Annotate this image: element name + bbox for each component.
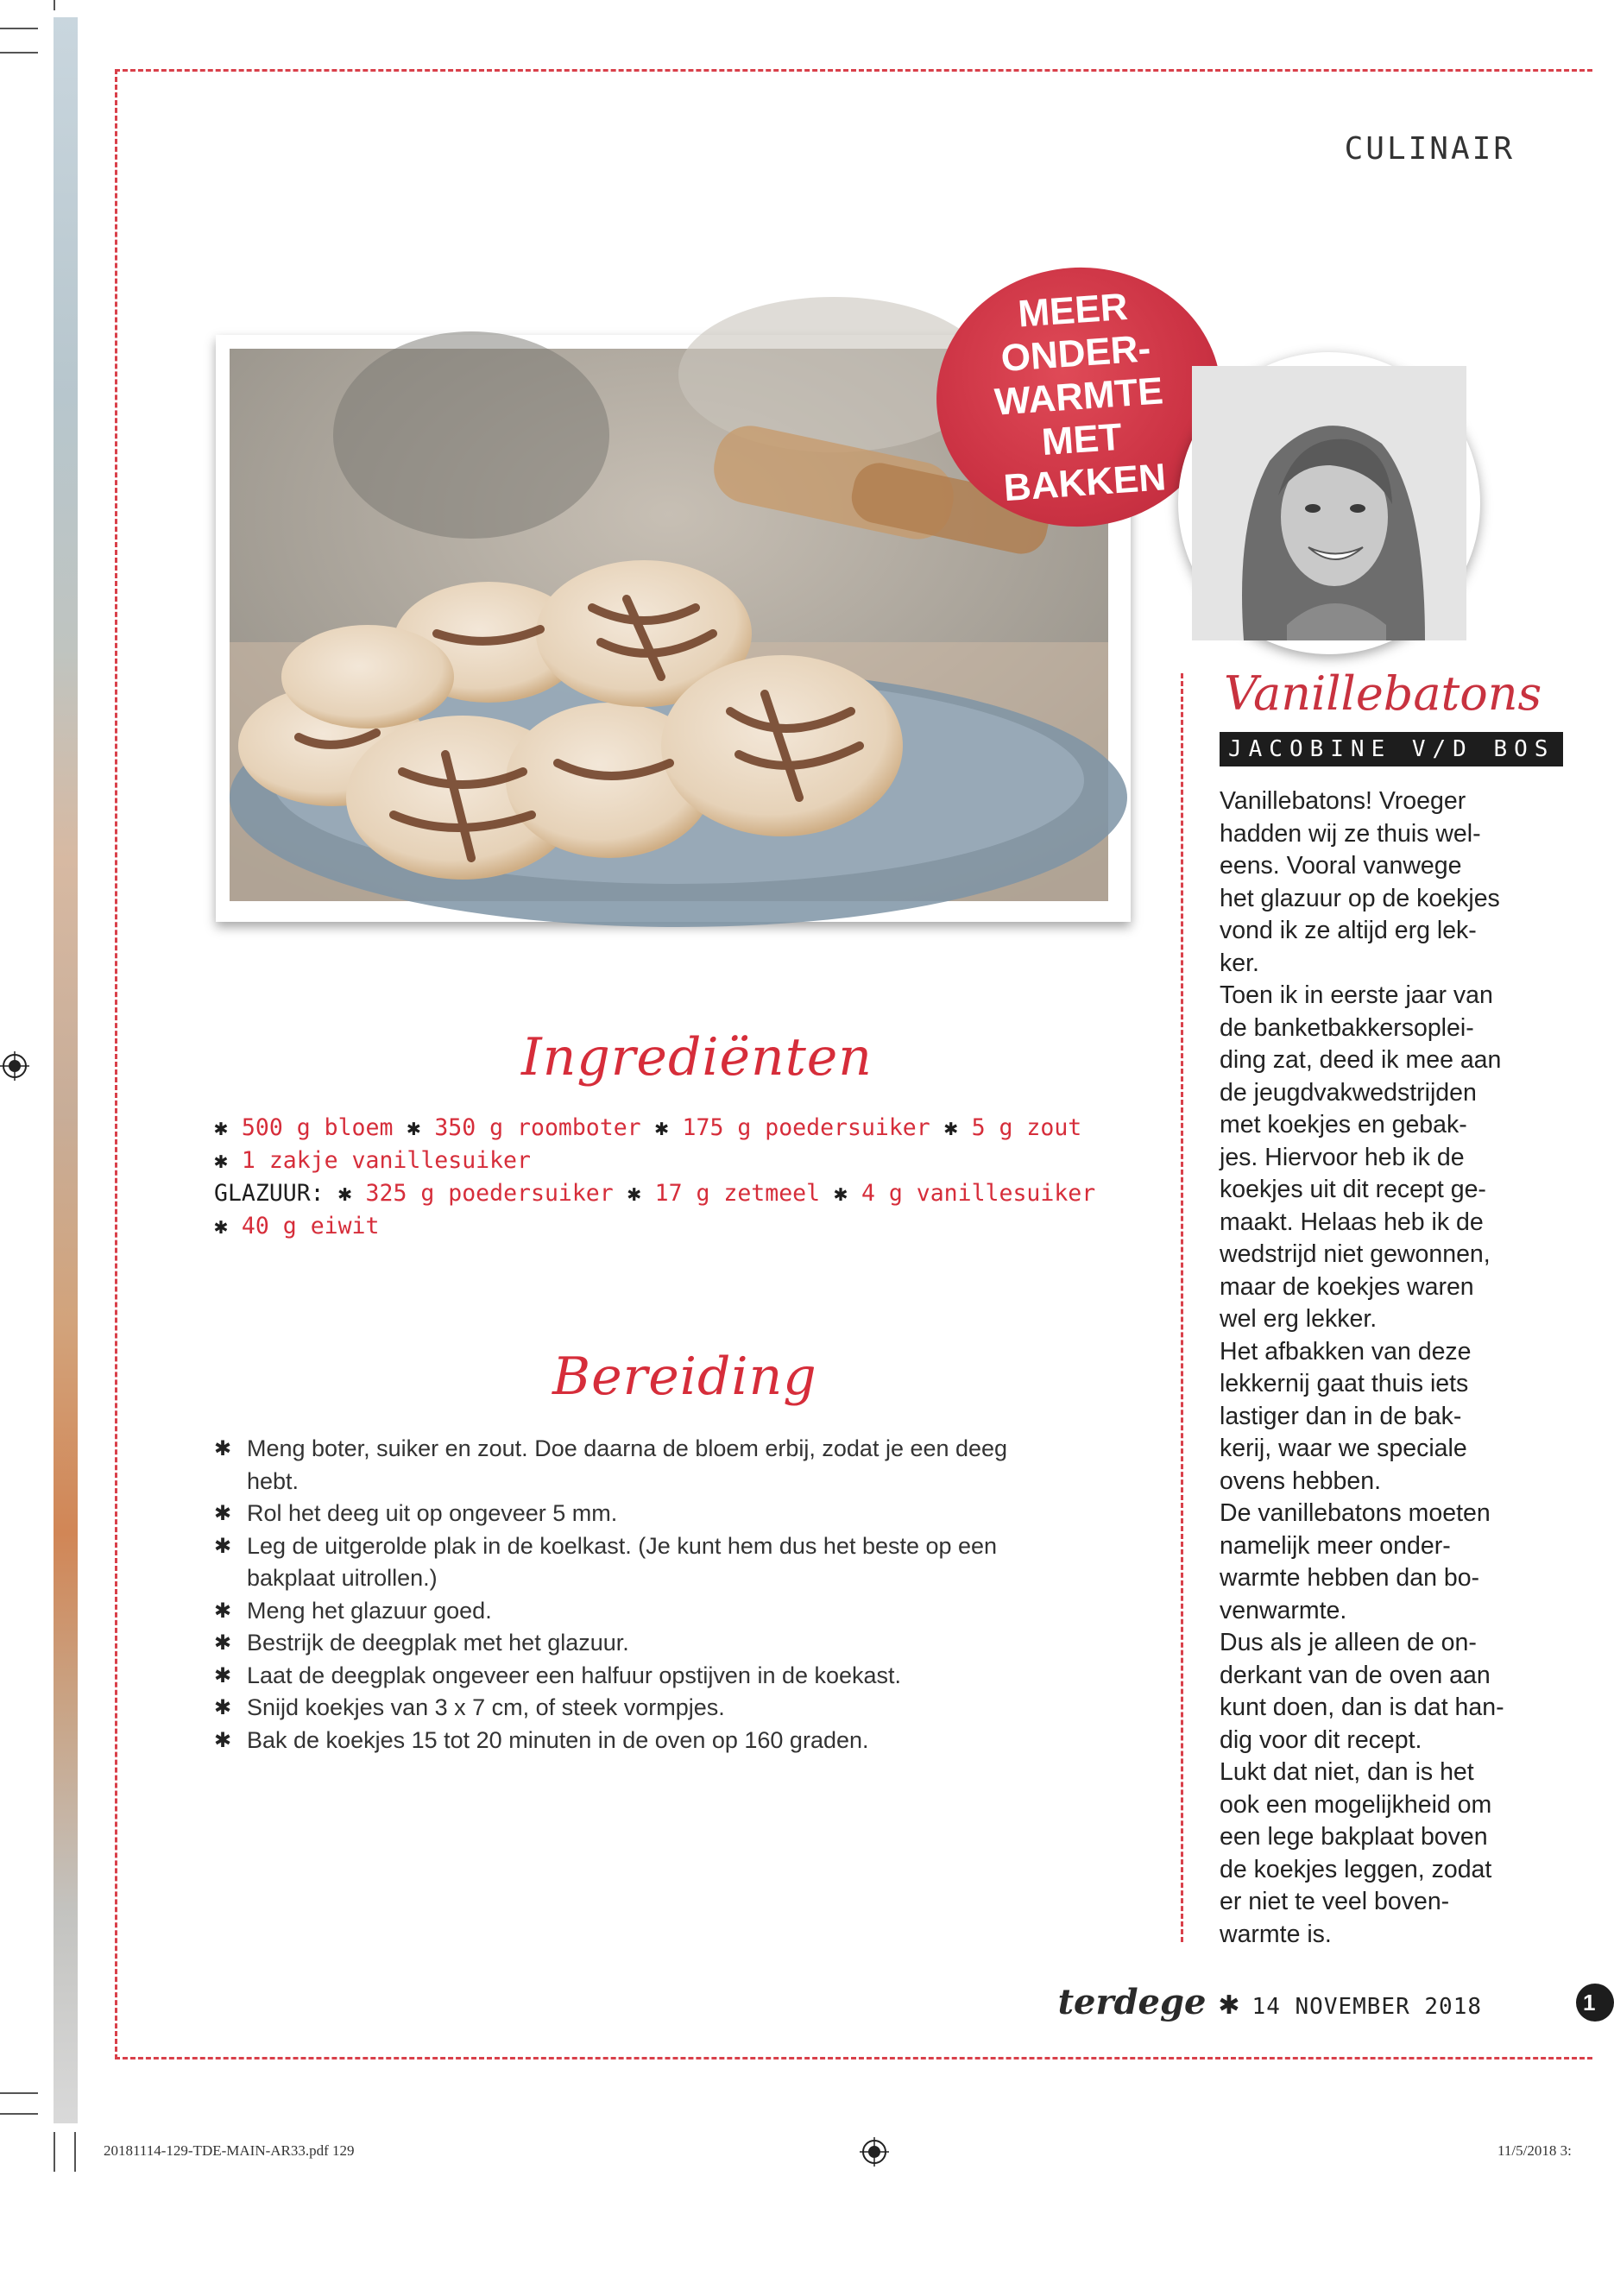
intro-line: maakt. Helaas heb ik de [1220,1208,1484,1236]
badge-text [968,282,1190,512]
preparation-step: ✱ Meng het glazuur goed. [214,1595,1043,1628]
intro-line: vond ik ze altijd erg lek- [1220,917,1477,944]
intro-line: ker. [1220,949,1259,977]
crop-mark [54,0,55,10]
intro-line: ding zat, deed ik mee aan [1220,1046,1502,1074]
intro-line: Dus als je alleen de on- [1220,1629,1477,1656]
ingredients-list [214,1112,1146,1243]
ingredient: 175 g poedersuiker [682,1114,930,1141]
bullet-star-icon: ✱ [627,1180,655,1207]
crop-mark [0,52,38,54]
intro-line: jes. Hiervoor heb ik de [1220,1143,1465,1171]
badge-line: BAKKEN [1002,456,1168,510]
ingredient: 40 g eiwit [241,1213,380,1239]
left-bleed-strip [54,17,78,2123]
issue-date: 14 NOVEMBER 2018 [1251,1994,1482,2020]
crop-mark [0,28,38,29]
crop-mark [54,2132,55,2172]
author-name: JACOBINE V/D BOS [1220,732,1563,766]
intro-line: Vanillebatons! Vroeger [1220,787,1466,815]
separator-star-icon: ✱ [1218,1991,1240,2020]
preparation-step: ✱ Snijd koekjes van 3 x 7 cm, of steek vormpjes. [214,1692,1043,1725]
bullet-star-icon: ✱ [407,1114,435,1141]
ingredients-line [214,1177,1146,1210]
print-slug-file: 20181114-129-TDE-MAIN-AR33.pdf 129 [104,2142,355,2159]
intro-line: Lukt dat niet, dan is het [1220,1758,1474,1786]
page-number: 1 [1576,1984,1614,2022]
intro-line: eens. Vooral vanwege [1220,852,1462,880]
bullet-star-icon: ✱ [214,1147,242,1174]
intro-line: hadden wij ze thuis wel- [1220,819,1481,848]
glaze-label: GLAZUUR: [214,1180,325,1207]
preparation-heading: Bereiding [552,1347,817,1407]
intro-line: lekkernij gaat thuis iets [1220,1370,1469,1397]
ingredient: 17 g zetmeel [654,1180,821,1207]
ingredient: 1 zakje vanillesuiker [241,1147,531,1174]
intro-line: derkant van de oven aan [1220,1661,1491,1689]
crop-mark [0,2113,38,2115]
preparation-step: ✱ Rol het deeg uit op ongeveer 5 mm. [214,1498,1043,1530]
author-avatar [1178,352,1480,654]
intro-line: de koekjes leggen, zodat [1220,1855,1492,1883]
ingredient: 350 g roomboter [434,1114,641,1141]
crop-mark [74,2132,76,2172]
badge-line: MET [1040,415,1124,464]
intro-line: Het afbakken van deze [1220,1337,1472,1366]
intro-line: wel erg lekker. [1220,1305,1378,1333]
author-portrait [1192,366,1466,640]
badge-line: MEER [1016,285,1130,336]
intro-line: Toen ik in eerste jaar van [1220,981,1493,1009]
registration-mark-icon [0,1051,29,1081]
ingredient: 500 g bloem [241,1114,394,1141]
intro-line: de banketbakkersoplei- [1220,1013,1474,1042]
intro-line: een lege bakplaat boven [1220,1823,1488,1851]
intro-line: ovens hebben. [1220,1467,1381,1495]
ingredients-line [214,1145,1146,1177]
ingredients-heading: Ingrediënten [521,1027,873,1088]
crop-mark [0,2092,38,2094]
intro-line: dig voor dit recept. [1220,1725,1422,1754]
ingredient: 5 g zout [971,1114,1082,1141]
preparation-step: ✱ Bestrijk de deegplak met het glazuur. [214,1627,1043,1660]
recipe-title: Vanillebatons [1224,666,1542,721]
preparation-step: ✱ Meng boter, suiker en zout. Doe daarna de bloem erbij, zodat je een deeg hebt. [214,1433,1043,1498]
section-label: CULINAIR [1344,131,1515,167]
ingredients-line [214,1112,1146,1145]
ingredient: 4 g vanillesuiker [861,1180,1096,1207]
intro-line: warmte hebben dan bo- [1220,1564,1480,1592]
intro-line: de jeugdvakwedstrijden [1220,1078,1477,1107]
sidebar-divider [1181,673,1183,1942]
intro-line: maar de koekjes waren [1220,1272,1474,1301]
intro-line: koekjes uit dit recept ge- [1220,1176,1486,1203]
print-slug-date: 11/5/2018 3: [1497,2142,1572,2159]
intro-line: met koekjes en gebak- [1220,1111,1467,1139]
ingredients-line [214,1210,1146,1243]
intro-line: het glazuur op de koekjes [1220,884,1500,912]
bullet-star-icon: ✱ [214,1114,242,1141]
preparation-step: ✱ Leg de uitgerolde plak in de koelkast. (Je kunt hem dus het beste op een bakplaat uitrollen.) [214,1530,1043,1595]
ingredient: 325 g poedersuiker [365,1180,614,1207]
intro-line: kunt doen, dan is dat han- [1220,1694,1504,1721]
bullet-star-icon: ✱ [834,1180,861,1207]
intro-line: venwarmte. [1220,1596,1347,1624]
preparation-step: ✱ Laat de deegplak ongeveer een halfuur opstijven in de koekast. [214,1660,1043,1693]
badge-line: WARMTE [993,369,1165,424]
intro-line: De vanillebatons moeten [1220,1499,1491,1527]
preparation-steps [214,1433,1043,1757]
bullet-star-icon: ✱ [214,1213,242,1239]
intro-line: ook een mogelijkheid om [1220,1790,1492,1819]
badge-line: ONDER- [999,327,1152,381]
magazine-brand: terdege [1057,1982,1207,2022]
intro-line: kerij, waar we speciale [1220,1435,1467,1462]
bullet-star-icon: ✱ [943,1114,972,1141]
preparation-step: ✱ Bak de koekjes 15 tot 20 minuten in de oven op 160 graden. [214,1725,1043,1757]
intro-text [1220,785,1539,1951]
bullet-star-icon: ✱ [654,1114,683,1141]
intro-line: namelijk meer onder- [1220,1531,1451,1560]
page-footer [1058,1982,1482,2022]
intro-line: lastiger dan in de bak- [1220,1402,1462,1430]
intro-line: wedstrijd niet gewonnen, [1220,1240,1491,1268]
bullet-star-icon: ✱ [337,1180,366,1207]
intro-line: warmte is. [1220,1920,1332,1948]
intro-line: er niet te veel boven- [1220,1888,1450,1915]
registration-mark-icon [860,2137,889,2167]
portrait-illustration [1192,366,1466,640]
